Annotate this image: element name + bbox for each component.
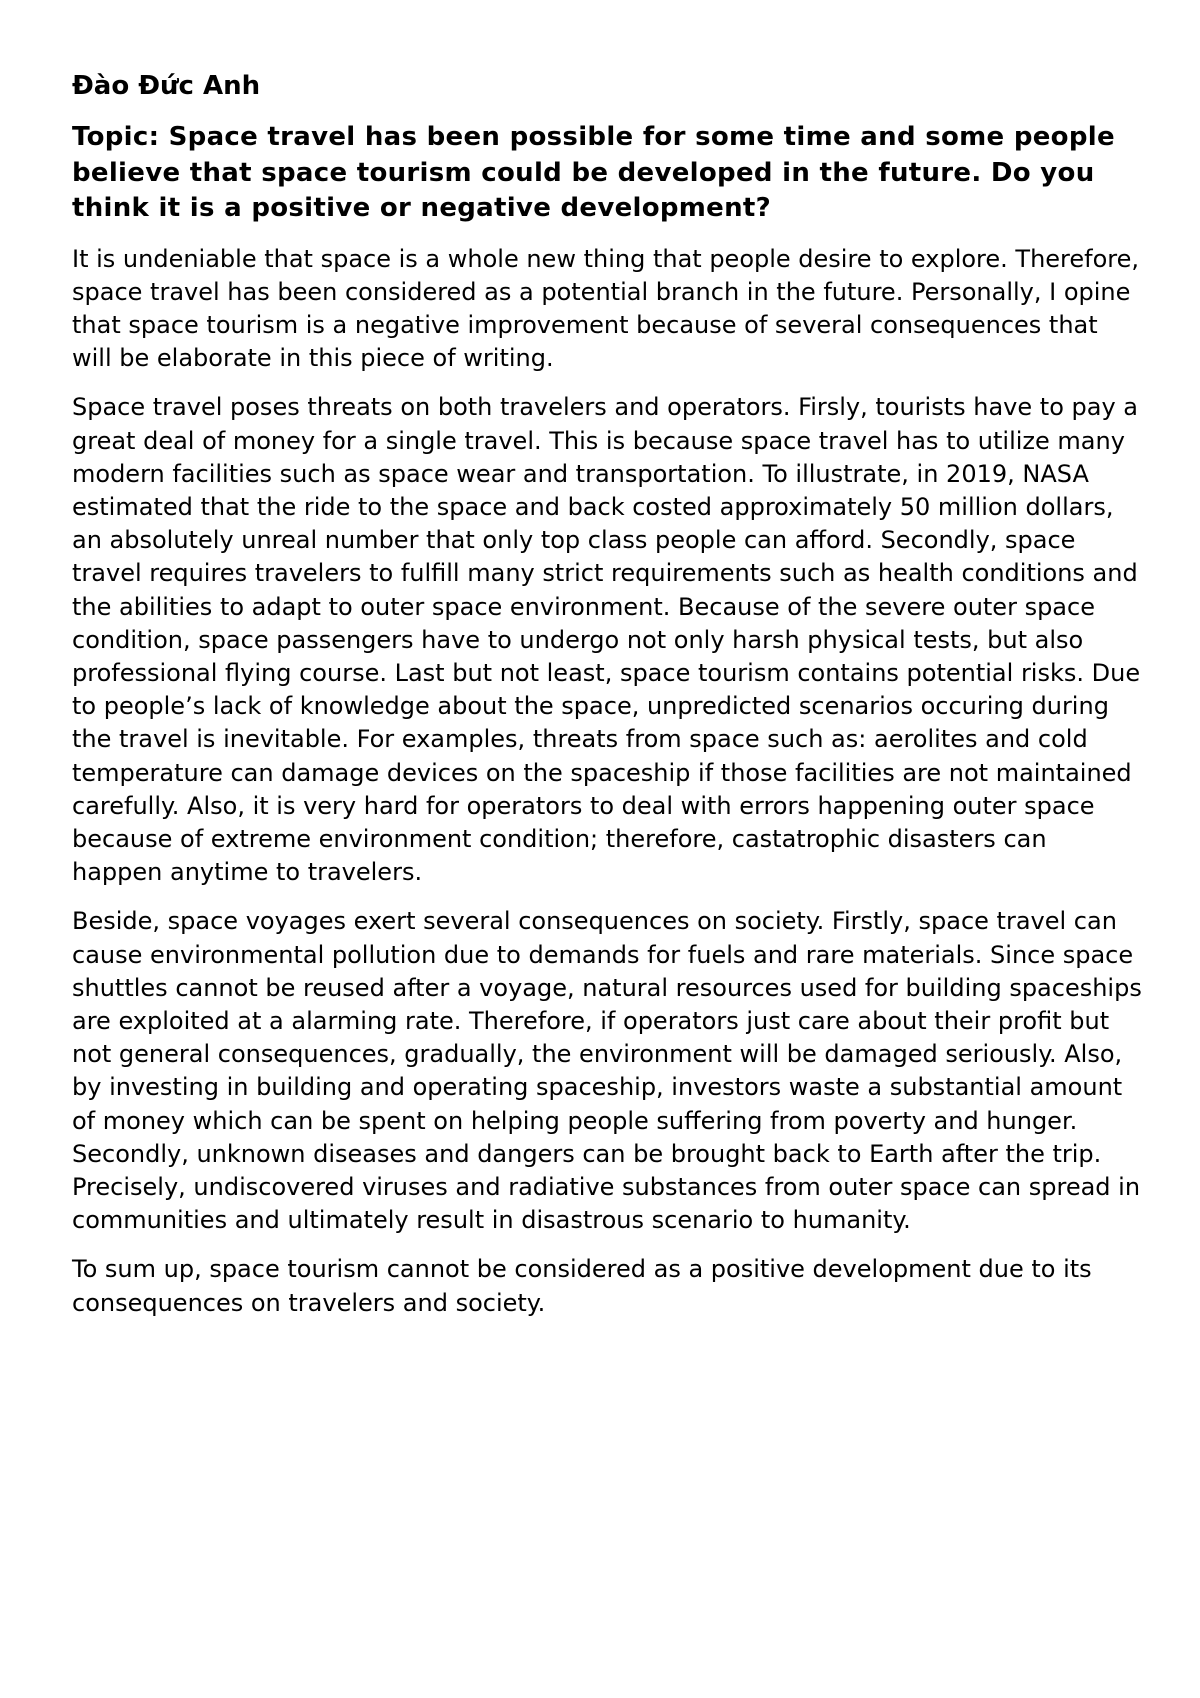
author-name: Đào Đức Anh [72,71,261,101]
paragraph-body-society: Beside, space voyages exert several consequences on society. Firstly, space travel can cause environmental pollution due to demands for fuels and rare materials. Since space shuttles cannot be reused after a voyage, natural resources used for building spaceships are exploited at a alarming rate. Therefore, if operators just care about their profit but not general consequences, gradually, the environment will be damaged seriously. Also, by investing in building and operating spaceship, investors waste a substantial amount of money which can be spent on helping people suffering from poverty and hunger. Secondly, unknown diseases and dangers can be brought back to Earth after the trip. Precisely, undiscovered viruses and radiative substances from outer space can spread in communities and ultimately result in disastrous scenario to humanity. [72,907,1142,1235]
paragraph-introduction: It is undeniable that space is a whole new thing that people desire to explore. Therefore, space travel has been considered as a potential branch in the future. Personally, I opine that space tourism is a negative improvement because of several consequences that will be elaborate in this piece of writing. [72,244,1140,373]
document-page [72,70,1142,1336]
essay-topic: Topic: Space travel has been possible for some time and some people believe that space tourism could be developed in the future. Do you think it is a positive or negative development? [72,122,1115,223]
paragraph-conclusion: To sum up, space tourism cannot be considered as a positive development due to its consequences on travelers and society. [72,1255,1092,1317]
paragraph-body-travelers: Space travel poses threats on both travelers and operators. Firsly, tourists have to pay a great deal of money for a single travel. This is because space travel has to utilize many modern facilities such as space wear and transportation. To illustrate, in 2019, NASA estimated that the ride to the space and back costed approximately 50 million dollars, an absolutely unreal number that only top class people can afford. Secondly, space travel requires travelers to fulfill many strict requirements such as health conditions and the abilities to adapt to outer space environment. Because of the severe outer space condition, space passengers have to undergo not only harsh physical tests, but also professional flying course. Last but not least, space tourism contains potential risks. Due to people’s lack of knowledge about the space, unpredicted scenarios occuring during the travel is inevitable. For examples, threats from space such as: aerolites and cold temperature can damage devices on the spaceship if those facilities are not maintained carefully. Also, it is very hard for operators to deal with errors happening outer space because of extreme environment condition; therefore, castatrophic disasters can happen anytime to travelers. [72,393,1141,887]
